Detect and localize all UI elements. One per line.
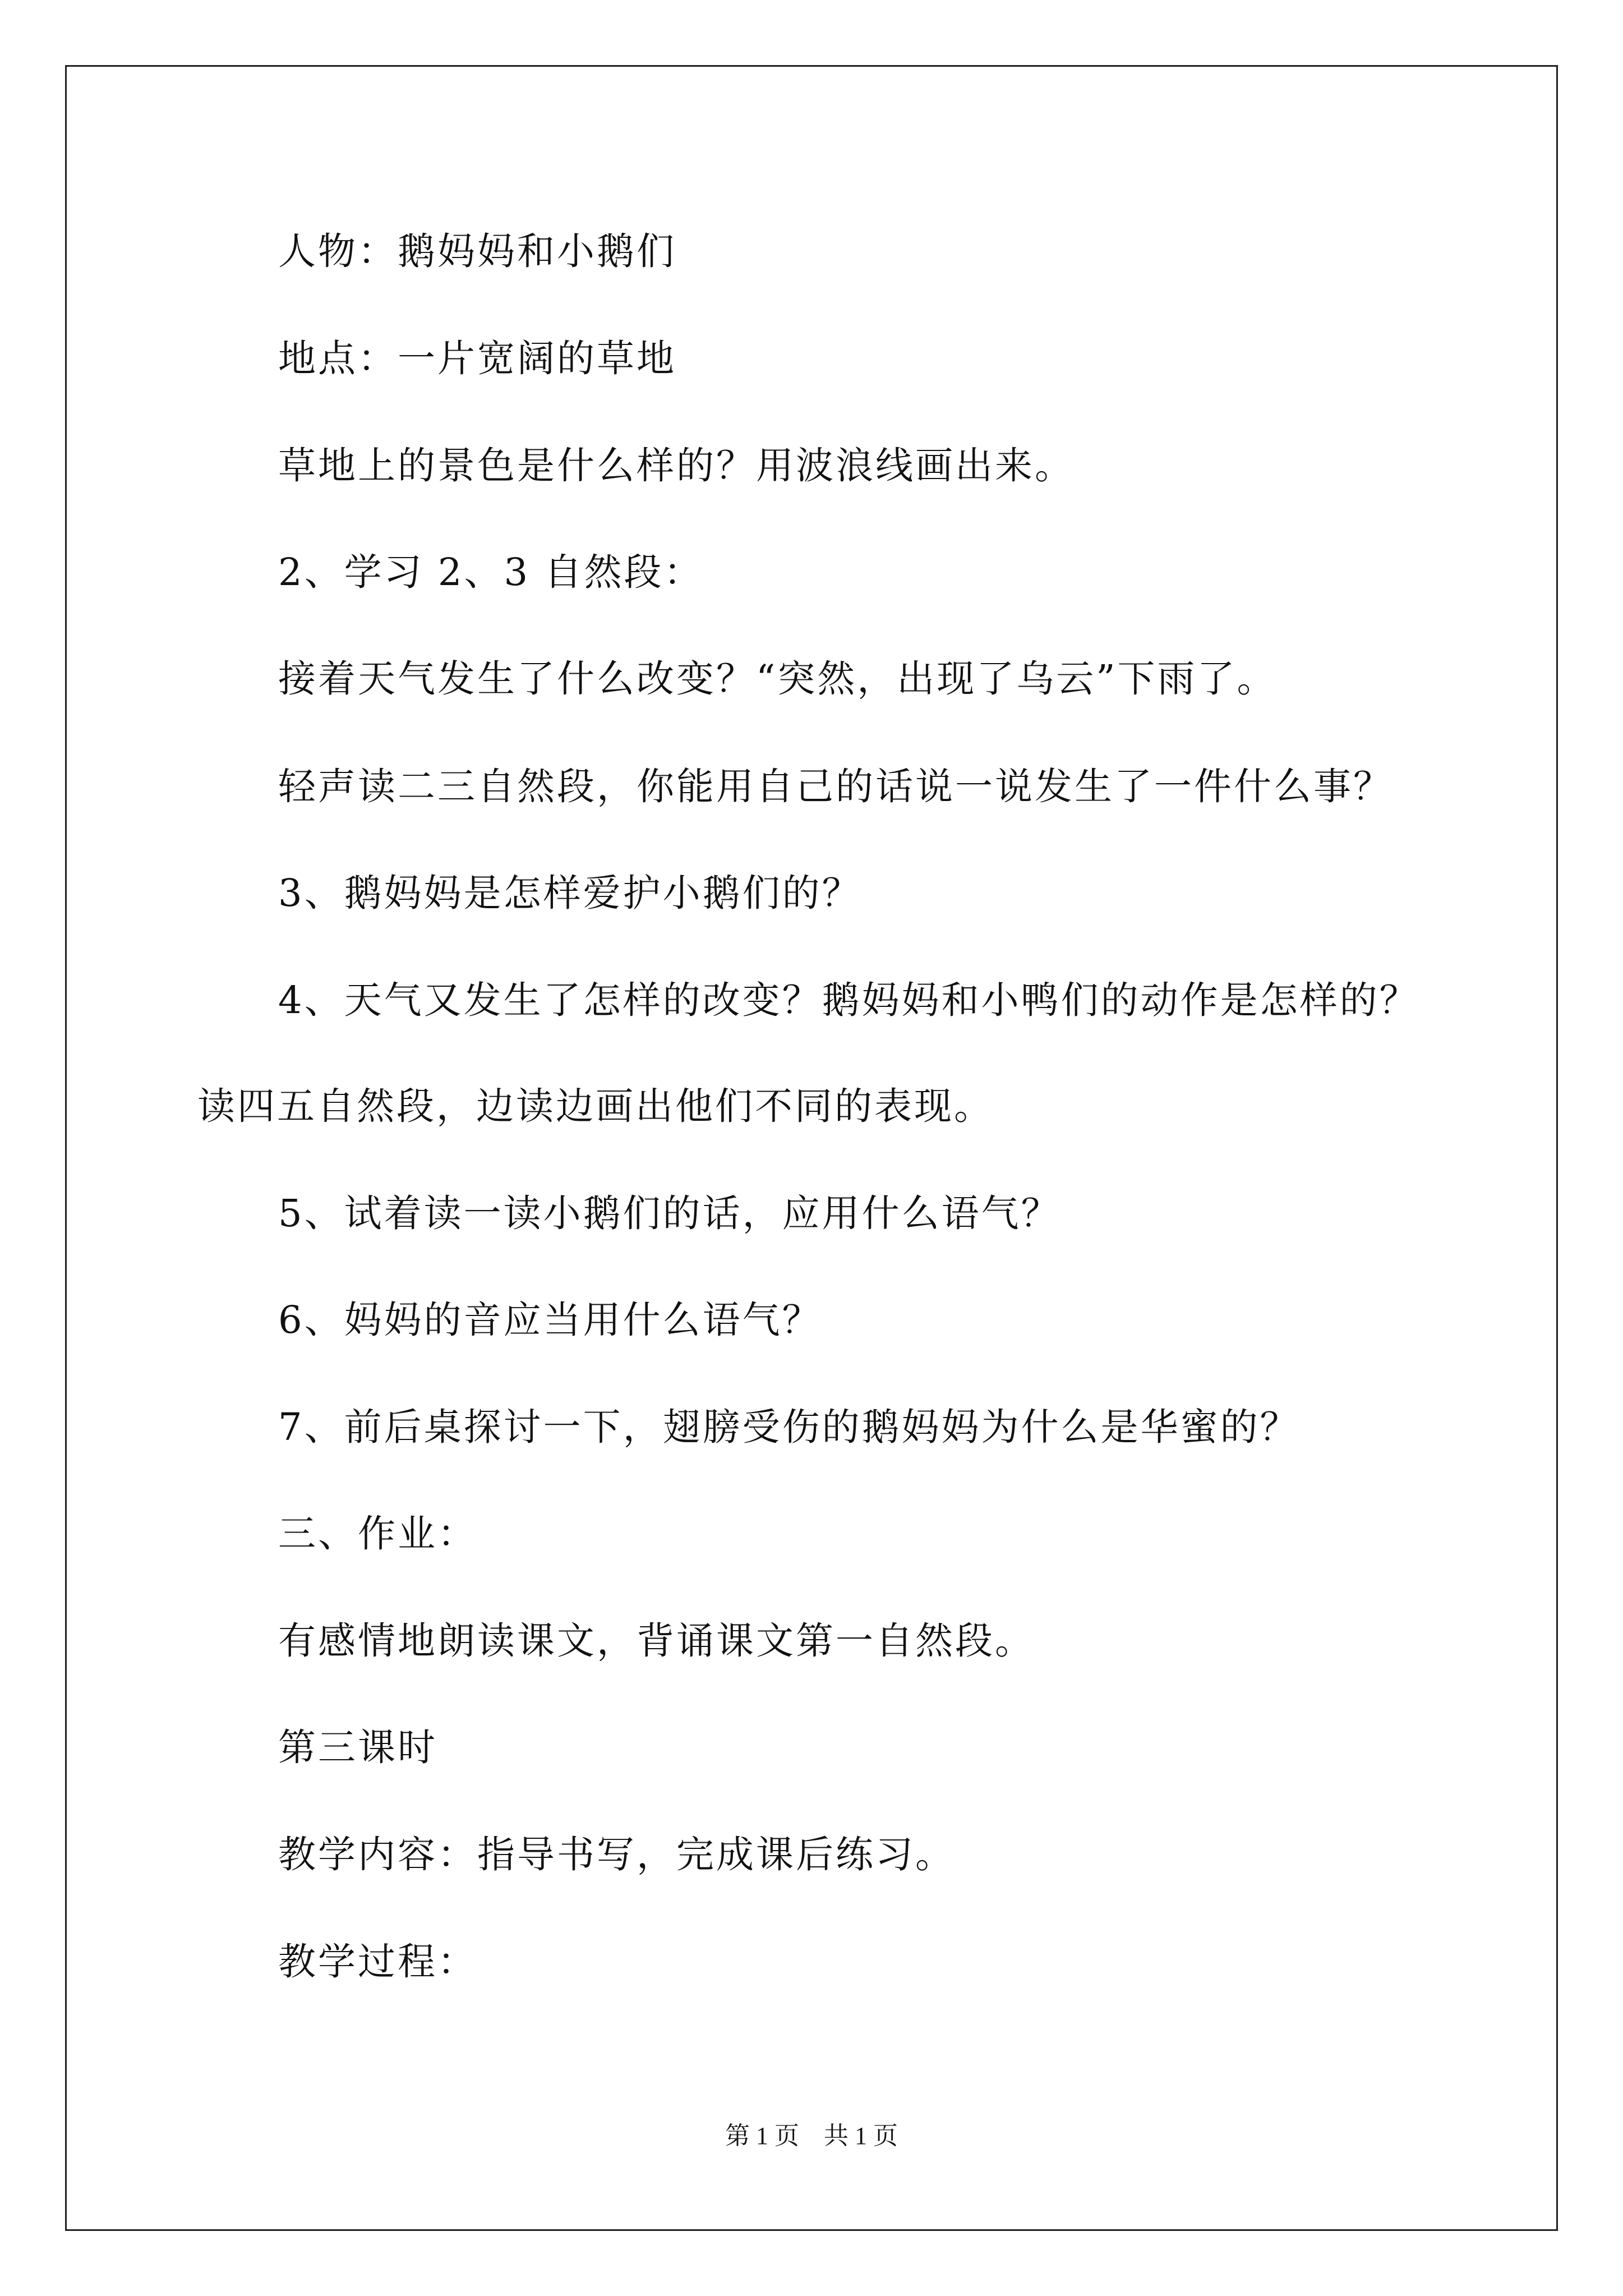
paragraph-step-2: 2、学习 2、3 自然段： — [278, 550, 704, 594]
section-homework-heading: 三、作业： — [278, 1512, 477, 1556]
paragraph-step-7: 7、前后桌探讨一下，翅膀受伤的鹅妈妈为什么是华蜜的？ — [278, 1405, 1300, 1449]
paragraph-step-6: 6、妈妈的音应当用什么语气？ — [278, 1298, 822, 1342]
paragraph-scenery-question: 草地上的景色是什么样的？用波浪线画出来。 — [278, 444, 1075, 487]
paragraph-weather-change: 接着天气发生了什么改变？“突然，出现了乌云”下雨了。 — [278, 657, 1277, 701]
paragraph-characters: 人物：鹅妈妈和小鹅们 — [278, 229, 676, 273]
page-number-footer: 第 1 页 共 1 页 — [725, 2122, 898, 2150]
paragraph-homework: 有感情地朗读课文，背诵课文第一自然段。 — [278, 1619, 1035, 1663]
paragraph-teaching-process: 教学过程： — [278, 1940, 477, 1984]
paragraph-read-aloud: 轻声读二三自然段，你能用自己的话说一说发生了一件什么事？ — [278, 765, 1393, 808]
page-frame — [65, 65, 1558, 2231]
paragraph-step-4-continued: 读四五自然段，边读边画出他们不同的表现。 — [197, 1084, 994, 1128]
section-third-lesson-heading: 第三课时 — [278, 1726, 437, 1769]
paragraph-step-5: 5、试着读一读小鹅们的话，应用什么语气？ — [278, 1191, 1061, 1235]
paragraph-teaching-content: 教学内容：指导书写，完成课后练习。 — [278, 1833, 955, 1876]
paragraph-step-3: 3、鹅妈妈是怎样爱护小鹅们的？ — [278, 871, 862, 915]
paragraph-location: 地点：一片宽阔的草地 — [278, 337, 676, 380]
paragraph-step-4: 4、天气又发生了怎样的改变？鹅妈妈和小鸭们的动作是怎样的？ — [278, 978, 1419, 1022]
